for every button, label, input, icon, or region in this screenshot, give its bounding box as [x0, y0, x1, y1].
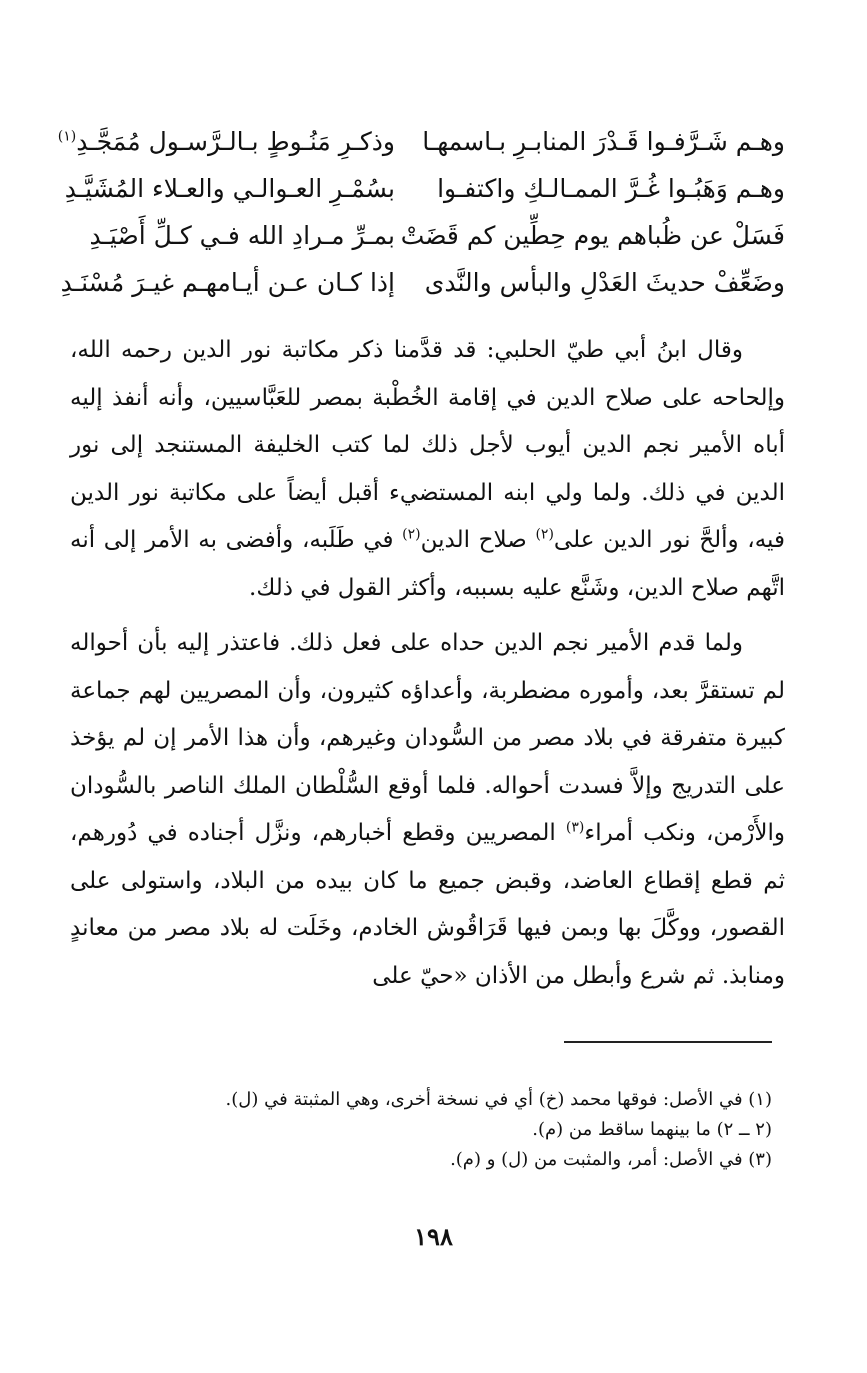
paragraph-text: في طَلَبه، وأفضى به الأمر إلى أنه اتَّهم صلاح الدين، وشَنَّع عليه بسببه، وأكثر القول في ذلك.: [70, 527, 785, 601]
verse-first-half: وهـم شَـرَّفـوا قَـدْرَ المنابـرِ بـاسمهـا: [422, 127, 785, 156]
paragraph-text: وقال ابنُ أبي طيّ الحلبي: قد قدَّمنا ذكر مكاتبة نور الدين رحمه الله، وإلحاحه على صلاح الدين في إقامة الخُطْبة بمصر للعَبَّاسيين، وأنه أنفذ إليه أباه الأمير نجم الدين أيوب لأجل ذلك لما كتب الخليفة المستنجد إلى نور الدين في ذلك. ولما ولي ابنه المستضيء أقبل أيضاً على مكاتبة نور الدين فيه، وألحَّ نور الدين على: [70, 337, 785, 553]
poem-verse: [64, 165, 785, 212]
verse-second-half: بمـرِّ مـرادِ الله فـي كـلِّ أَصْيَـدِ: [89, 221, 395, 250]
verse-second-half: إذا كـان عـن أيـامهـم غيـرَ مُسْنَـدِ: [60, 268, 395, 297]
poem-verse: [57, 118, 785, 165]
footnote-1: (١) في الأصل: فوقها محمد (خ) أي في نسخة أخرى، وهي المثبتة في (ل).: [225, 1089, 772, 1110]
poem-verse: [60, 259, 785, 306]
footnote-marker: (٢): [535, 526, 554, 543]
footnote-marker: (٢): [402, 526, 421, 543]
poem-verse: [70, 212, 785, 259]
verse-first-half: وهـم وَهَبُـوا غُـرَّ الممـالـكِ واكتفـوا: [437, 174, 785, 203]
page-number: ١٩٨: [414, 1222, 453, 1251]
footnote-2: (٢ ــ ٢) ما بينهما ساقط من (م).: [532, 1119, 772, 1140]
paragraph-najm-al-din: [70, 620, 785, 1000]
verse-first-half: وضَعِّفْ حديثَ العَدْلِ والبأس والنَّدى: [424, 268, 785, 297]
footnote-marker: (١): [57, 128, 77, 145]
verse-first-half: فَسَلْ عن ظُباهم يوم حِطِّين كم قَضَتْ: [400, 221, 785, 250]
poem: [57, 118, 785, 306]
paragraph-text: المصريين وقطع أخبارهم، ونزَّل أجناده في دُورهم، ثم قطع إقطاع العاضد، وقبض جميع ما كان بيده من البلاد، واستولى على القصور، ووكَّلَ بها وبمن فيها قَرَاقُوش الخادم، وخَلَت له بلاد مصر من معاندٍ ومنابذ. ثم شرع وأبطل من الأذان «حيّ على: [70, 820, 785, 989]
verse-second-half: [58, 118, 395, 165]
footnote-marker: (٣): [565, 819, 585, 836]
paragraph-ibn-abi-tayy: [70, 327, 785, 612]
paragraph-text: صلاح الدين: [420, 527, 536, 553]
footnotes: [132, 1085, 772, 1175]
footnote-divider: [564, 1041, 772, 1043]
paragraph-text: ولما قدم الأمير نجم الدين حداه على فعل ذلك. فاعتذر إليه بأن أحواله لم تستقرَّ بعد، وأموره مضطربة، وأعداؤه كثيرون، وأن المصريين لهم جماعة كبيرة متفرقة في بلاد مصر من السُّودان وغيرهم، وأن هذا الأمر إن لم يؤخذ على التدريج وإلاَّ فسدت أحواله. فلما أوقع السُّلْطان الملك الناصر بالسُّودان والأَرْمن، ونكب أمراء: [70, 630, 785, 846]
verse-second-half-text: وذكـرِ مَنُـوطٍ بـالـرَّسـول مُمَجَّـدِ: [76, 127, 395, 156]
footnote-3: (٣) في الأصل: أمر، والمثبت من (ل) و (م).: [450, 1149, 772, 1170]
verse-second-half: بسُمْـرِ العـوالـي والعـلاء المُشَيَّـدِ: [64, 174, 395, 203]
